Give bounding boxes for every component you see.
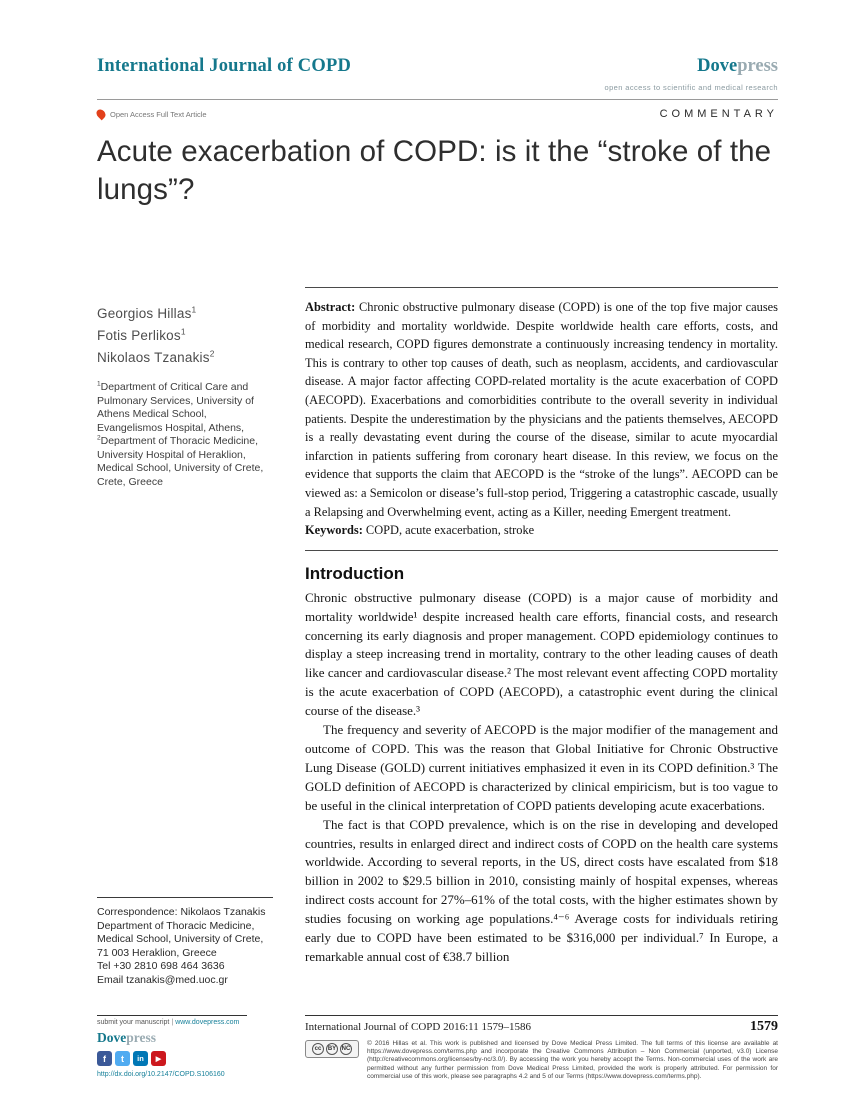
author-name	[97, 347, 275, 369]
article-type-label: COMMENTARY	[659, 108, 778, 120]
linkedin-icon[interactable]: in	[133, 1051, 148, 1066]
author-column	[97, 303, 275, 489]
author-affiliation-sup: 2	[209, 348, 215, 359]
facebook-icon[interactable]: f	[97, 1051, 112, 1066]
publisher-tagline: open access to scientific and medical research	[604, 83, 778, 92]
cc-icon: cc	[312, 1043, 324, 1055]
body-paragraph: The frequency and severity of AECOPD is the major modifier of the management and outcome of COPD. This was the reason that Global Initiative for Chronic Obstructive Lung Disease (GOLD) current initiatives emphasized it even in its COPD definition.³ The GOLD definition of AECOPD is characterized by clinical empiricism, but is too vague to be useful in the clinical interpretation of COPD patients developing acute exacerbations.	[305, 722, 778, 813]
affiliation-text: Department of Thoracic Medicine, University Hospital of Heraklion, Medical School, University of Crete, Crete, Greece	[97, 435, 264, 488]
header-divider	[97, 99, 778, 100]
twitter-icon[interactable]: t	[115, 1051, 130, 1066]
correspondence-line: Correspondence: Nikolaos Tzanakis	[97, 906, 266, 918]
open-access-icon	[95, 108, 108, 121]
submit-label: submit your manuscript	[97, 1019, 170, 1026]
correspondence-line: Department of Thoracic Medicine,	[97, 919, 255, 932]
license-row	[305, 1040, 778, 1081]
citation-row	[305, 1019, 778, 1035]
body-paragraph: The fact is that COPD prevalence, which is on the rise in developing and developed countries, results in enlarged direct and indirect costs of COPD on the health care systems worldwide. According to several reports, in the US, direct costs have escalated from $18 billion in 2002 to $29.5 billion in 2010, consisting mainly of hospital expenses, whereas indirect costs account for 27%–61% of the total costs, with the higher estimates shown by studies focusing on working age populations.⁴⁻⁶ Average costs for individuals retiring early due to COPD have been estimated to be $316,000 per individual.⁷ In Europe, a remarkable annual cost of €38.7 billion	[305, 816, 778, 964]
author-name-text: Georgios Hillas	[97, 306, 192, 321]
open-access-link[interactable]	[97, 109, 207, 119]
article-meta-row	[97, 108, 778, 120]
affiliation-sup: 2	[97, 434, 101, 442]
creative-commons-badge[interactable]	[305, 1040, 359, 1058]
abstract-section	[305, 287, 778, 551]
correspondence-line: Medical School, University of Crete,	[97, 933, 264, 945]
correspondence-email: Email tzanakis@med.uoc.gr	[97, 973, 228, 986]
keywords-text: COPD, acute exacerbation, stroke	[362, 523, 535, 538]
dovepress-url-link[interactable]: www.dovepress.com	[175, 1019, 240, 1026]
affiliation-text: Department of Critical Care and Pulmonary Services, University of Athens Medical School, Evangelismos Hospital, Athens,	[97, 381, 254, 434]
youtube-icon[interactable]: ▶	[151, 1051, 166, 1066]
author-name-text: Fotis Perlikos	[97, 328, 181, 343]
dovepress-logo-dove: Dove	[697, 56, 738, 76]
article-body-column	[305, 287, 778, 1015]
open-access-label: Open Access Full Text Article	[110, 109, 207, 119]
footer-citation-area	[305, 1015, 778, 1081]
dovepress-footer-logo	[97, 1030, 247, 1046]
affiliation-sup: 1	[97, 380, 101, 388]
dovepress-footer-logo-dove: Dove	[97, 1030, 127, 1045]
author-name	[97, 325, 275, 347]
journal-title: International Journal of COPD	[97, 56, 352, 76]
keywords-label: Keywords:	[305, 523, 363, 538]
dovepress-logo-press: press	[737, 56, 778, 76]
author-name-text: Nikolaos Tzanakis	[97, 350, 210, 365]
footer-publisher-area	[97, 1015, 247, 1078]
author-name	[97, 303, 275, 325]
dovepress-footer-logo-press: press	[126, 1030, 157, 1045]
dovepress-logo	[697, 56, 778, 77]
journal-citation: International Journal of COPD 2016:11 1579–1586	[305, 1021, 531, 1033]
keywords-line	[305, 521, 778, 540]
correspondence-line: Tel +30 2810 698 464 3636	[97, 960, 225, 972]
license-text: © 2016 Hillas et al. This work is published and licensed by Dove Medical Press Limited. The full terms of this license are available at https://www.dovepress.com/terms.php and incorporate the Creative Commons Attribution – Non Commercial (unported, v3.0) License (http://creativecommons.org/licenses/by-nc/3.0/). By accessing the work you hereby accept the Terms. Non-commercial uses of the work are permitted without any further permission from Dove Medical Press Limited, provided the work is properly attributed. For permission for commercial use of this work, please see paragraphs 4.2 and 5 of our Terms (https://www.dovepress.com/terms.php).	[367, 1040, 778, 1080]
abstract-paragraph	[305, 298, 778, 521]
separator: |	[171, 1019, 174, 1026]
section-heading-introduction: Introduction	[305, 563, 405, 583]
author-affiliation-sup: 1	[191, 304, 197, 315]
cc-nc-icon: NC	[340, 1043, 352, 1055]
author-affiliation-sup: 1	[180, 326, 186, 337]
submit-manuscript-line	[97, 1015, 247, 1026]
abstract-label: Abstract:	[305, 300, 356, 314]
correspondence-block	[97, 897, 273, 987]
article-title: Acute exacerbation of COPD: is it the “stroke of the lungs”?	[97, 135, 772, 206]
cc-by-icon: BY	[326, 1043, 338, 1055]
doi-link[interactable]: http://dx.doi.org/10.2147/COPD.S106160	[97, 1071, 225, 1078]
abstract-text: Chronic obstructive pulmonary disease (COPD) is one of the top five major causes of morbidity and mortality worldwide. Despite worldwide health care efforts, costs, and medical research, COPD figures demonstrate a continuously increasing tendency in mortality. This is contrary to other top causes of death, such as neoplasm, accidents, and cardiovascular disease. A major factor affecting COPD-related mortality is the acute exacerbation of COPD (AECOPD). Exacerbations and comorbidities contribute to the overall severity in individual patients. Despite the underestimation by the physicians and the patients themselves, AECOPD is a really devastating event during the course of the disease, similar to acute myocardial infarction in patients suffering from coronary heart disease. In this review, we focus on the evidence that supports the claim that AECOPD is the “stroke of the lungs”. AECOPD can be viewed as: a Semicolon or disease’s full-stop period, Triggering a catastrophic cascade, usually a Relapsing and Overwhelming event, acting as a Killer, needing Emergent treatment.	[305, 300, 778, 519]
social-icons	[97, 1051, 247, 1066]
correspondence-line: 71 003 Heraklion, Greece	[97, 946, 217, 959]
affiliations	[97, 381, 275, 489]
body-paragraph: Chronic obstructive pulmonary disease (COPD) is a major cause of morbidity and mortality worldwide¹ despite increased health care efforts, financial costs, and research concerning its early diagnosis and proper management. COPD epidemiology continues to display a steep increasing trend in mortality, contrary to the other leading causes of death like cancer and cardiovascular disease.² The most relevant event affecting COPD mortality is the acute exacerbation of COPD (AECOPD), a catastrophic event during the clinical course of the disease.³	[305, 589, 778, 719]
page-number: 1579	[750, 1019, 778, 1034]
